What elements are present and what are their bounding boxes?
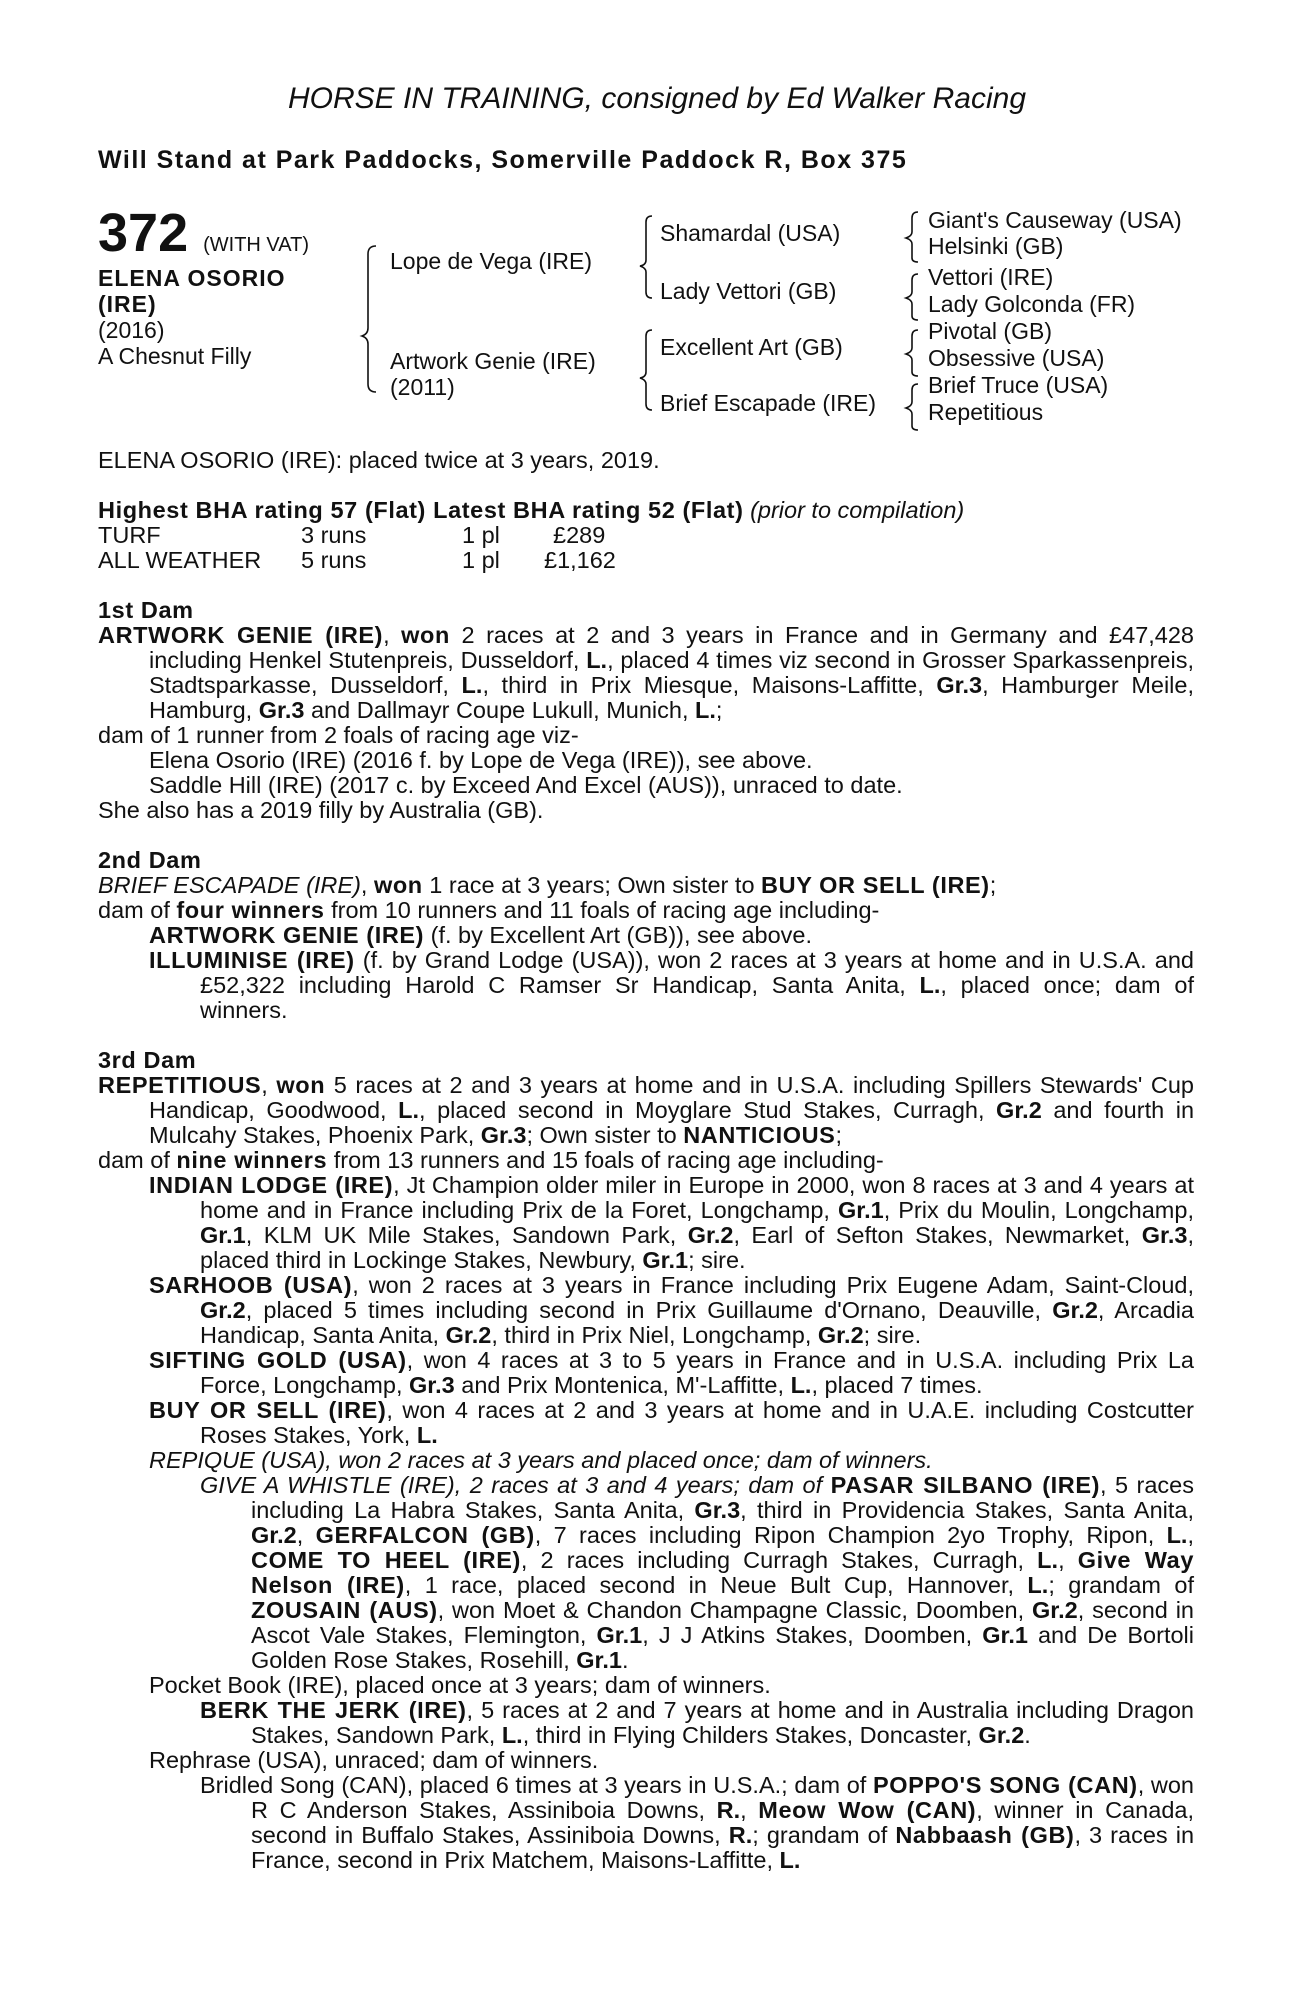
progeny-indian-lodge: INDIAN LODGE (IRE), Jt Champion older miler in Europe in 2000, won 8 races at 3 and 4 years at home and in France including Prix de la Foret, Longchamp, Gr.1, Prix du Moulin, Longchamp, Gr.1, KLM UK Mile Stakes, Sandown Park, Gr.2, Earl of Sefton Stakes, Newmarket, Gr.3, placed third in Lockinge Stakes, Newbury, Gr.1; sire. <box>149 1172 1195 1273</box>
third-dam-record: REPETITIOUS, won 5 races at 2 and 3 years at home and in U.S.A. including Spillers Stewards' Cup Handicap, Goodwood, L., placed second in Moyglare Stud Stakes, Curragh, Gr.2 and fourth in Mulcahy Stakes, Phoenix Park, Gr.3; Own sister to NANTICIOUS; <box>98 1072 1195 1148</box>
perf-earnings: £1,162 <box>544 547 616 573</box>
second-dam-record: BRIEF ESCAPADE (IRE), won 1 race at 3 years; Own sister to BUY OR SELL (IRE); <box>98 872 997 898</box>
second-dam-progeny-1: ARTWORK GENIE (IRE) (f. by Excellent Art (GB)), see above. <box>149 922 813 948</box>
progeny-sarhoob: SARHOOB (USA), won 2 races at 3 years in France including Prix Eugene Adam, Saint-Cloud, Gr.2, placed 5 times including second in Prix Guillaume d'Ornano, Deauville, Gr.2, Arcadia Handicap, Santa Anita, Gr.2, third in Prix Niel, Longchamp, Gr.2; sire. <box>149 1272 1195 1348</box>
second-dam-produce-summary: dam of four winners from 10 runners and 11 foals of racing age including- <box>98 897 880 923</box>
pedigree-dam: Artwork Genie (IRE) <box>390 348 596 374</box>
second-dam-heading: 2nd Dam <box>98 847 202 873</box>
pedigree-sire-dam: Lady Vettori (GB) <box>660 278 837 304</box>
pedigree-ddd: Repetitious <box>928 399 1044 425</box>
pedigree-dam-sire: Excellent Art (GB) <box>660 334 843 360</box>
progeny-sifting-gold: SIFTING GOLD (USA), won 4 races at 3 to 5 years in France and in U.S.A. including Prix La Force, Longchamp, Gr.3 and Prix Montenica, M'-Laffitte, L., placed 7 times. <box>149 1347 1194 1398</box>
grand-progeny-berk-the-jerk: BERK THE JERK (IRE), 5 races at 2 and 7 years at home and in Australia including Dragon Stakes, Sandown Park, L., third in Flying Childers Stakes, Doncaster, Gr.2. <box>200 1697 1194 1748</box>
vat-label: (WITH VAT) <box>203 234 310 256</box>
pedigree-dam-dam: Brief Escapade (IRE) <box>660 390 877 416</box>
pedigree-sire: Lope de Vega (IRE) <box>390 248 593 274</box>
perf-placed: 1 pl <box>462 547 500 573</box>
race-summary: ELENA OSORIO (IRE): placed twice at 3 years, 2019. <box>98 447 660 473</box>
pedigree-sire-sire: Shamardal (USA) <box>660 220 841 246</box>
second-dam-progeny-2: ILLUMINISE (IRE) (f. by Grand Lodge (USA)), won 2 races at 3 years at home and in U.S.A. and £52,322 including Harold C Ramser Sr Handicap, Santa Anita, L., placed once; dam of winners. <box>149 947 1194 1023</box>
pedigree-dsd: Obsessive (USA) <box>928 345 1105 371</box>
third-dam-heading: 3rd Dam <box>98 1047 197 1073</box>
first-dam-heading: 1st Dam <box>98 597 194 623</box>
first-dam-also: She also has a 2019 filly by Australia (GB). <box>98 797 544 823</box>
perf-runs: 3 runs <box>301 522 367 548</box>
progeny-repique: REPIQUE (USA), won 2 races at 3 years and placed once; dam of winners. <box>149 1447 933 1473</box>
perf-placed: 1 pl <box>462 522 500 548</box>
pedigree-dds: Brief Truce (USA) <box>928 372 1109 398</box>
pedigree-sdd: Lady Golconda (FR) <box>928 291 1136 317</box>
first-dam-record: ARTWORK GENIE (IRE), won 2 races at 2 and 3 years in France and in Germany and £47,428 including Henkel Stutenpreis, Dusseldorf, L., placed 4 times viz second in Grosser Sparkassenpreis, Stadtsparkasse, Dusseldorf, L., third in Prix Miesque, Maisons-Laffitte, Gr.3, Hamburger Meile, Hamburg, Gr.3 and Dallmayr Coupe Lukull, Munich, L.; <box>98 622 1195 723</box>
horse-description: A Chesnut Filly <box>98 343 252 369</box>
pedigree-dam-year: (2011) <box>390 374 455 400</box>
horse-name: ELENA OSORIO <box>98 265 286 291</box>
bha-note: (prior to compilation) <box>750 497 965 523</box>
perf-row-turf <box>98 523 1194 548</box>
catalogue-header-title: HORSE IN TRAINING, consigned by Ed Walker Racing <box>287 82 1027 115</box>
perf-row-all-weather <box>98 548 1194 573</box>
bha-rating-text: Highest BHA rating 57 (Flat) Latest BHA rating 52 (Flat) <box>98 497 744 523</box>
first-dam-progeny-1: Elena Osorio (IRE) (2016 f. by Lope de Vega (IRE)), see above. <box>149 747 813 773</box>
horse-name-suffix: (IRE) <box>98 291 157 317</box>
brace-dd <box>906 384 918 430</box>
progeny-buy-or-sell: BUY OR SELL (IRE), won 4 races at 2 and 3 years at home and in U.A.E. including Costcutter Roses Stakes, York, L. <box>149 1397 1194 1448</box>
stand-location: Will Stand at Park Paddocks, Somerville Paddock R, Box 375 <box>98 146 908 174</box>
brace-ds <box>906 330 918 376</box>
perf-earnings: £289 <box>553 522 606 548</box>
brace-ss <box>906 212 918 262</box>
brace-sire-line <box>640 216 652 298</box>
pedigree-ssd: Helsinki (GB) <box>928 233 1064 259</box>
perf-runs: 5 runs <box>301 547 367 573</box>
brace-sd <box>906 274 918 320</box>
perf-surface: ALL WEATHER <box>98 547 262 573</box>
brace-dam-line <box>640 330 652 410</box>
bha-rating-line <box>98 498 1194 523</box>
first-dam-produce-summary: dam of 1 runner from 2 foals of racing age viz- <box>98 722 579 748</box>
first-dam-progeny-2: Saddle Hill (IRE) (2017 c. by Exceed And Excel (AUS)), unraced to date. <box>149 772 903 798</box>
grand-progeny-bridled-song: Bridled Song (CAN), placed 6 times at 3 years in U.S.A.; dam of POPPO'S SONG (CAN), won R C Anderson Stakes, Assiniboia Downs, R., Meow Wow (CAN), winner in Canada, second in Buffalo Stakes, Assiniboia Downs, R.; grandam of Nabbaash (GB), 3 races in France, second in Prix Matchem, Maisons-Laffitte, L. <box>200 1772 1195 1873</box>
foaling-year: (2016) <box>98 317 165 343</box>
pedigree-dss: Pivotal (GB) <box>928 318 1052 344</box>
grand-progeny-give-a-whistle: GIVE A WHISTLE (IRE), 2 races at 3 and 4 years; dam of PASAR SILBANO (IRE), 5 races including La Habra Stakes, Santa Anita, Gr.3, third in Providencia Stakes, Santa Anita, Gr.2, GERFALCON (GB), 7 races including Ripon Champion 2yo Trophy, Ripon, L., COME TO HEEL (IRE), 2 races including Curragh Stakes, Curragh, L., Give Way Nelson (IRE), 1 race, placed second in Neue Bult Cup, Hannover, L.; grandam of ZOUSAIN (AUS), won Moet & Chandon Champagne Classic, Doomben, Gr.2, second in Ascot Vale Stakes, Flemington, Gr.1, J J Atkins Stakes, Doomben, Gr.1 and De Bortoli Golden Rose Stakes, Rosehill, Gr.1. <box>200 1472 1195 1673</box>
pedigree-sss: Giant's Causeway (USA) <box>928 207 1182 233</box>
third-dam-produce-summary: dam of nine winners from 13 runners and 15 foals of racing age including- <box>98 1147 884 1173</box>
perf-surface: TURF <box>98 522 161 548</box>
progeny-pocket-book: Pocket Book (IRE), placed once at 3 years; dam of winners. <box>149 1672 771 1698</box>
progeny-rephrase: Rephrase (USA), unraced; dam of winners. <box>149 1747 599 1773</box>
pedigree-sds: Vettori (IRE) <box>928 264 1054 290</box>
lot-number-value: 372 <box>98 203 189 263</box>
catalogue-body <box>98 448 1194 1873</box>
brace-generation-1 <box>362 246 376 392</box>
